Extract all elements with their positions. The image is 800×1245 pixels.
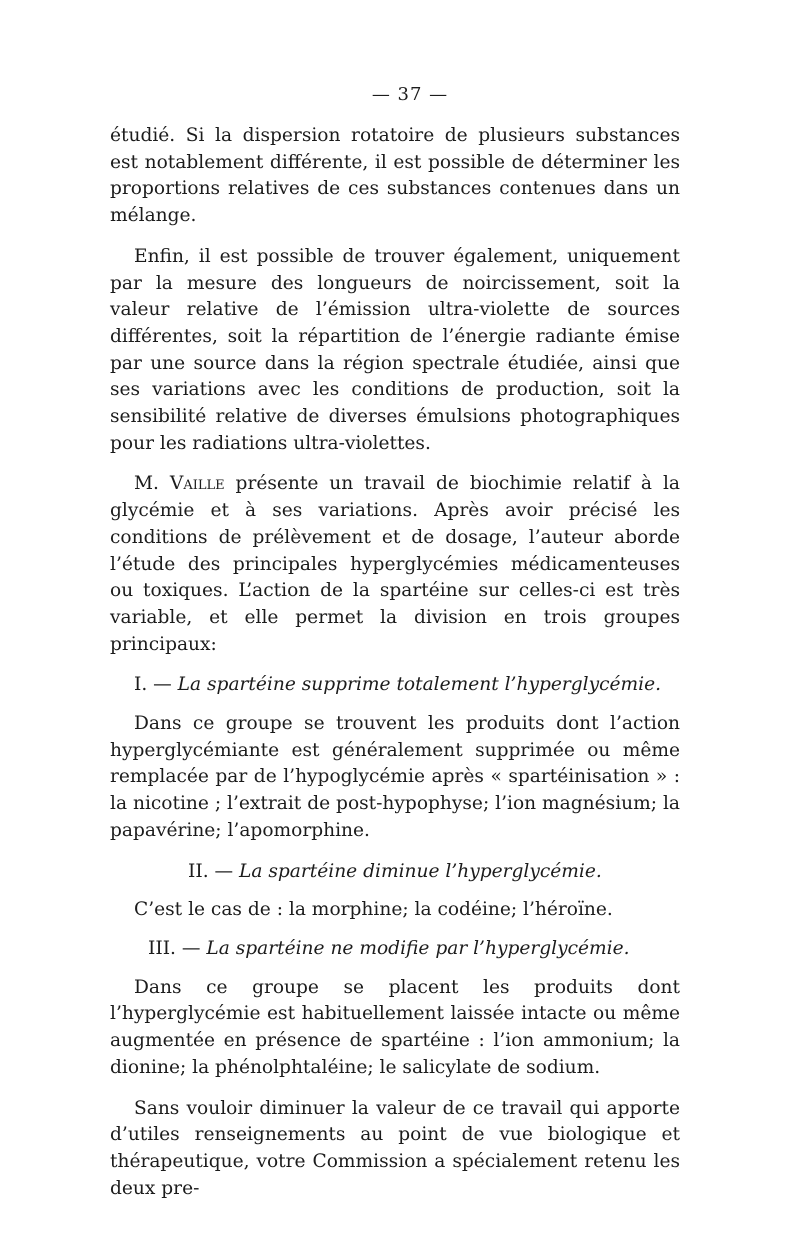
section-heading-3-title: La spartéine ne modifie par l’hyperglycémie.: [206, 937, 630, 959]
paragraph-dispersion: étudié. Si la dispersion rotatoire de plusieurs substances est notablement différente, il est possible de déterminer les proportions relatives de ces substances contenues dans un mélange.: [110, 125, 680, 227]
section-heading-1-number: I. —: [134, 674, 178, 696]
section-heading-2: [110, 859, 680, 886]
section-heading-3-number: III. —: [148, 937, 207, 959]
section-heading-2-number: II. —: [188, 860, 240, 882]
paragraph-group-1: Dans ce groupe se trouvent les produits dont l’action hyperglycémiante est généralement supprimée ou même remplacée par de l’hypoglycémie après « spartéinisation » : la nicotine ; l’extrait de post-hypophyse; l’ion magnésium; la papavérine; l’apomorphine.: [110, 713, 680, 841]
section-heading-2-title: La spartéine diminue l’hyperglycémie.: [239, 860, 602, 882]
paragraph-group-3: Dans ce groupe se placent les produits dont l’hyperglycémie est habituellement laissée intacte ou même augmentée en présence de spartéine : l’ion ammonium; la dionine; la phénolphtaléine; le salicylate de sodium.: [110, 976, 680, 1078]
paragraph-vaille-text: présente un travail de biochimie relatif à la glycémie et à ses variations. Après avoir précisé les conditions de prélèvement et de dosage, l’auteur aborde l’étude des principales hyperglycémies médicamenteuses ou toxiques. L’action de la spartéine sur celles-ci est très variable, et elle permet la division en trois groupes principaux:: [110, 473, 680, 655]
section-heading-3: [110, 936, 680, 963]
document-page: [110, 84, 680, 1202]
author-name: Vaille: [169, 473, 225, 495]
section-heading-1-title: La spartéine supprime totalement l’hyperglycémie.: [177, 674, 662, 696]
paragraph-group-2: C’est le cas de : la morphine; la codéine; l’héroïne.: [134, 899, 613, 921]
page-number: — 37 —: [371, 84, 449, 105]
paragraph-vaille-prefix: M.: [134, 473, 170, 495]
paragraph-enfin: Enfin, il est possible de trouver également, uniquement par la mesure des longueurs de noircissement, soit la valeur relative de l’émission ultra-violette de sources différentes, soit la répartition de l’énergie radiante émise par une source dans la région spectrale étudiée, ainsi que ses variations avec les conditions de production, soit la sensibilité relative de diverses émulsions photographiques pour les radiations ultra-violettes.: [110, 245, 680, 454]
paragraph-vaille: [110, 471, 680, 658]
section-heading-1: [110, 672, 680, 699]
paragraph-commission: Sans vouloir diminuer la valeur de ce travail qui apporte d’utiles renseignements au point de vue biologique et thérapeutique, votre Commission a spécialement retenu les deux pre-: [110, 1097, 680, 1199]
